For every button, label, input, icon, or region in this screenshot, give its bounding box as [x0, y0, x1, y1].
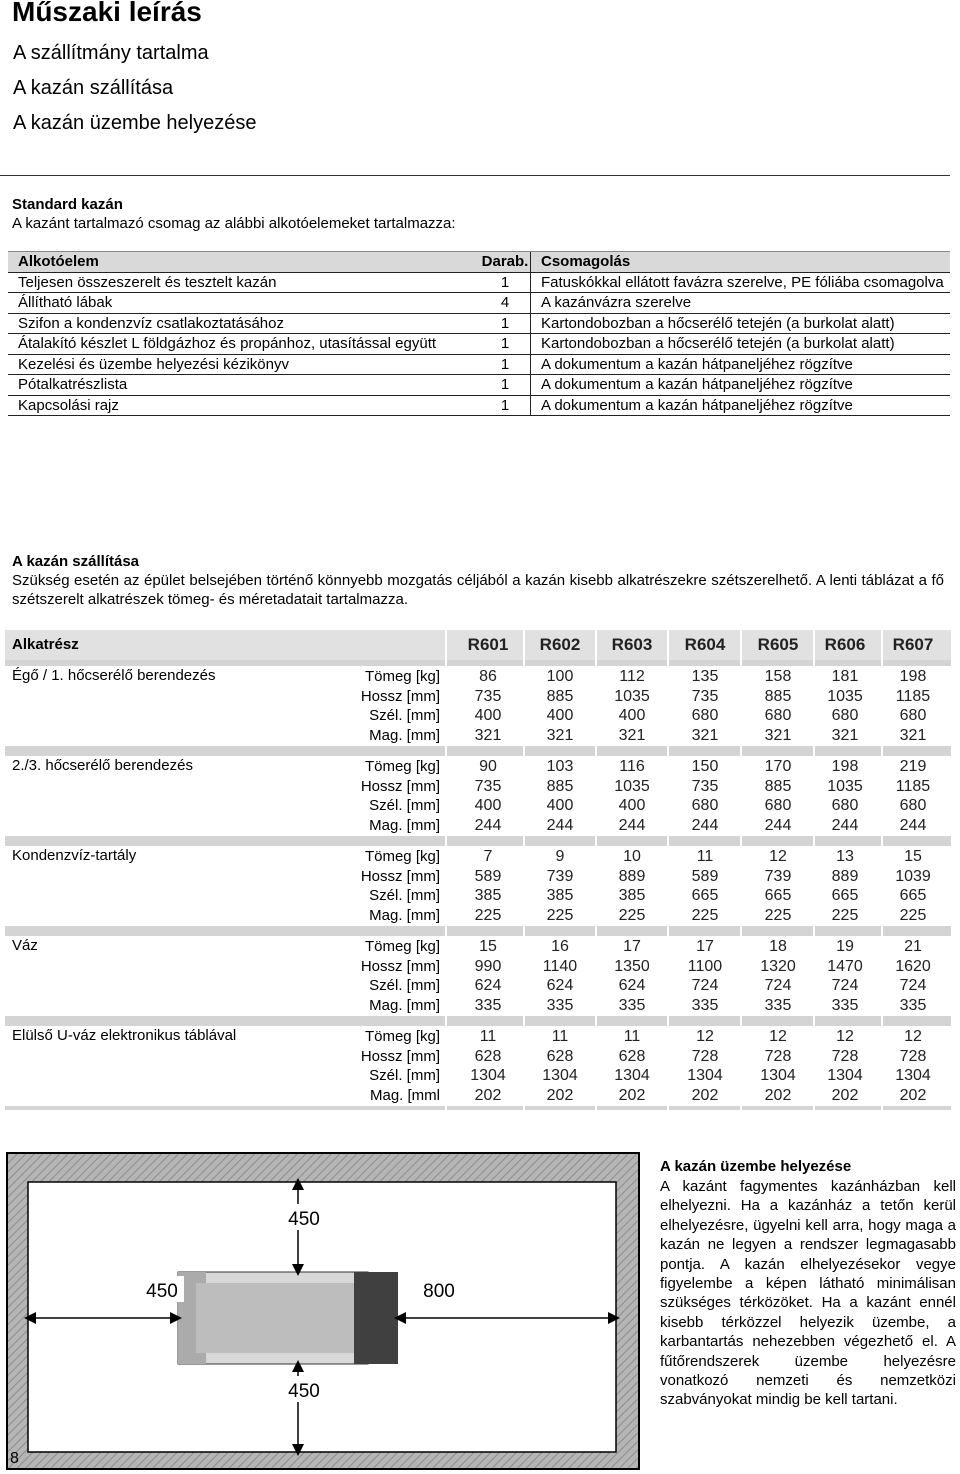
value-cell: 735 [691, 777, 719, 795]
measure-label: Mag. [mm] [369, 726, 440, 744]
dim-label-right: 800 [423, 1281, 455, 1302]
col-header-model: R607 [892, 635, 934, 654]
pack-cell: Kartondobozban a hőcserélő tetején (a burkolat alatt) [531, 313, 951, 334]
value-cell: 885 [764, 777, 792, 795]
column-separator [813, 630, 815, 1110]
value-cell: 244 [546, 816, 574, 834]
value-cell: 202 [474, 1086, 502, 1104]
value-cell: 335 [831, 996, 859, 1014]
value-cell: 628 [618, 1047, 646, 1065]
divider [0, 175, 950, 176]
toc-item: A szállítmány tartalma [13, 42, 209, 64]
part-name: Elülső U-váz elektronikus táblával [12, 1027, 237, 1044]
qty-cell: 1 [480, 375, 531, 396]
install-text: A kazánt fagymentes kazánházban kell elhelyezni. Ha a kazánház a tetőn kerül elhelyezésre, ügyelni kell arra, hogy maga a kazán ne legyen a rendszer legmagasabb pontja. A kazán elhelyezésekor vegye figyelembe a képen látható minimálisan szükséges térközöket. Ha a kazánt ennél kisebb térközzel helyezik üzembe, a karbantartás nehezebben végezhető el. A fűtőrendszerek üzembe helyezésre vonatkozó nemzeti és nemzetközi szabványokat mindig be kell tartani. [660, 1178, 956, 1409]
value-cell: 680 [831, 797, 859, 815]
value-cell: 1035 [614, 777, 650, 795]
value-cell: 100 [546, 668, 574, 685]
value-cell: 665 [899, 887, 927, 905]
value-cell: 202 [691, 1086, 719, 1104]
value-cell: 1304 [760, 1067, 796, 1085]
value-cell: 400 [618, 707, 646, 725]
value-cell: 1470 [827, 957, 863, 975]
value-cell: 321 [764, 726, 792, 744]
value-cell: 335 [899, 996, 927, 1014]
measure-label: Tömeg [kg] [364, 758, 440, 775]
value-cell: 335 [691, 996, 719, 1014]
value-cell: 321 [474, 726, 502, 744]
value-cell: 244 [764, 816, 792, 834]
value-cell: 202 [618, 1086, 646, 1104]
measure-label: Hossz [mm] [360, 687, 440, 705]
table-row [8, 395, 950, 416]
value-cell: 1100 [687, 957, 723, 975]
value-cell: 335 [618, 996, 646, 1014]
part-name: Váz [12, 937, 38, 954]
item-cell: Átalakító készlet L földgázhoz és propánhoz, utasítással együtt [8, 334, 480, 355]
value-cell: 628 [546, 1047, 574, 1065]
value-cell: 202 [899, 1086, 927, 1104]
measure-label: Tömeg [kg] [364, 668, 440, 685]
value-cell: 665 [764, 887, 792, 905]
value-cell: 728 [831, 1047, 859, 1065]
dim-label-top: 450 [288, 1209, 320, 1230]
col-header-model: R605 [757, 635, 799, 654]
value-cell: 202 [546, 1086, 574, 1104]
value-cell: 735 [474, 777, 502, 795]
value-cell: 198 [831, 758, 859, 775]
dim-label-bottom: 450 [288, 1381, 320, 1402]
value-cell: 680 [691, 707, 719, 725]
value-cell: 15 [479, 938, 497, 955]
qty-cell: 4 [480, 293, 531, 314]
col-header: Csomagolás [531, 252, 951, 273]
value-cell: 1304 [542, 1067, 578, 1085]
value-cell: 198 [899, 668, 927, 685]
value-cell: 385 [474, 887, 502, 905]
value-cell: 90 [479, 758, 497, 775]
col-header: Darab. [480, 252, 531, 273]
measure-label: Tömeg [kg] [364, 848, 440, 865]
value-cell: 885 [546, 687, 574, 705]
value-cell: 12 [836, 1028, 854, 1045]
value-cell: 335 [474, 996, 502, 1014]
clearance-diagram [6, 1152, 640, 1470]
install-title: A kazán üzembe helyezése [660, 1158, 852, 1175]
value-cell: 385 [546, 887, 574, 905]
table-header-row [8, 252, 950, 273]
value-cell: 1185 [895, 777, 931, 795]
value-cell: 225 [546, 906, 574, 924]
item-cell: Szifon a kondenzvíz csatlakoztatásához [8, 313, 480, 334]
value-cell: 150 [691, 758, 719, 775]
item-cell: Teljesen összeszerelt és tesztelt kazán [8, 272, 480, 293]
value-cell: 728 [691, 1047, 719, 1065]
table-row [8, 334, 950, 355]
measure-label: Mag. [mm] [369, 906, 440, 924]
value-cell: 1304 [614, 1067, 650, 1085]
value-cell: 724 [691, 977, 719, 995]
qty-cell: 1 [480, 272, 531, 293]
measure-label: Tömeg [kg] [364, 938, 440, 955]
measure-label: Szél. [mm] [369, 797, 440, 815]
pack-cell: A kazánvázra szerelve [531, 293, 951, 314]
value-cell: 225 [474, 906, 502, 924]
value-cell: 12 [769, 848, 787, 865]
item-cell: Állítható lábak [8, 293, 480, 314]
toc-item: A kazán üzembe helyezése [13, 112, 257, 134]
table-row [8, 272, 950, 293]
measure-label: Szél. [mm] [369, 977, 440, 995]
value-cell: 1304 [895, 1067, 931, 1085]
parts-group [5, 936, 951, 1016]
value-cell: 17 [696, 938, 714, 955]
value-cell: 321 [618, 726, 646, 744]
column-separator [881, 630, 883, 1110]
value-cell: 244 [691, 816, 719, 834]
value-cell: 170 [764, 758, 792, 775]
table-row [8, 375, 950, 396]
contents-table [8, 251, 950, 416]
table-row [8, 354, 950, 375]
value-cell: 335 [764, 996, 792, 1014]
value-cell: 225 [899, 906, 927, 924]
value-cell: 181 [831, 668, 859, 685]
pack-cell: A dokumentum a kazán hátpaneljéhez rögzítve [531, 395, 951, 416]
value-cell: 665 [831, 887, 859, 905]
value-cell: 135 [691, 668, 719, 685]
value-cell: 885 [764, 687, 792, 705]
value-cell: 624 [618, 977, 646, 995]
value-cell: 11 [479, 1028, 497, 1045]
value-cell: 11 [623, 1028, 641, 1045]
value-cell: 885 [546, 777, 574, 795]
column-separator [595, 630, 597, 1110]
value-cell: 728 [764, 1047, 792, 1065]
column-separator [667, 630, 669, 1110]
parts-table [5, 630, 951, 1110]
value-cell: 335 [546, 996, 574, 1014]
value-cell: 244 [831, 816, 859, 834]
value-cell: 21 [904, 938, 922, 955]
value-cell: 321 [691, 726, 719, 744]
qty-cell: 1 [480, 334, 531, 355]
value-cell: 739 [764, 867, 792, 885]
transport-text: Szükség esetén az épület belsejében történő könnyebb mozgatás céljából a kazán kisebb alkatrészekre szétszerelhető. A lenti táblázat a fő szétszerelt alkatrészek tömeg- és méretadatait tartalmazza. [12, 572, 944, 608]
value-cell: 13 [836, 848, 854, 865]
pack-cell: A dokumentum a kazán hátpaneljéhez rögzítve [531, 354, 951, 375]
value-cell: 12 [904, 1028, 922, 1045]
measure-label: Mag. [mm] [369, 996, 440, 1014]
standard-title: Standard kazán [12, 196, 123, 213]
measure-label: Hossz [mm] [360, 867, 440, 885]
item-cell: Kezelési és üzembe helyezési kézikönyv [8, 354, 480, 375]
value-cell: 1039 [895, 867, 931, 885]
value-cell: 9 [555, 848, 565, 865]
qty-cell: 1 [480, 313, 531, 334]
pack-cell: A dokumentum a kazán hátpaneljéhez rögzítve [531, 375, 951, 396]
parts-group [5, 666, 951, 746]
value-cell: 12 [769, 1028, 787, 1045]
value-cell: 1035 [827, 777, 863, 795]
value-cell: 739 [546, 867, 574, 885]
value-cell: 889 [831, 867, 859, 885]
col-header-part: Alkatrész [12, 636, 79, 653]
value-cell: 1304 [827, 1067, 863, 1085]
pack-cell: Kartondobozban a hőcserélő tetején (a burkolat alatt) [531, 334, 951, 355]
value-cell: 1140 [542, 957, 578, 975]
value-cell: 219 [899, 758, 927, 775]
measure-label: Hossz [mm] [360, 1047, 440, 1065]
value-cell: 680 [764, 797, 792, 815]
value-cell: 244 [474, 816, 502, 834]
column-separator [445, 630, 447, 1110]
value-cell: 400 [618, 797, 646, 815]
value-cell: 724 [899, 977, 927, 995]
transport-title: A kazán szállítása [12, 553, 140, 570]
value-cell: 680 [899, 797, 927, 815]
parts-group [5, 1026, 951, 1106]
value-cell: 400 [474, 797, 502, 815]
value-cell: 400 [474, 707, 502, 725]
value-cell: 589 [474, 867, 502, 885]
clearance-drawing [8, 1154, 638, 1468]
measure-label: Mag. [mm] [369, 816, 440, 834]
dim-label-left: 450 [146, 1281, 178, 1302]
value-cell: 724 [764, 977, 792, 995]
value-cell: 1035 [827, 687, 863, 705]
value-cell: 624 [474, 977, 502, 995]
value-cell: 225 [831, 906, 859, 924]
value-cell: 18 [769, 938, 787, 955]
value-cell: 1320 [760, 957, 796, 975]
col-header-model: R606 [824, 635, 866, 654]
value-cell: 103 [546, 758, 574, 775]
value-cell: 202 [831, 1086, 859, 1104]
item-cell: Pótalkatrészlista [8, 375, 480, 396]
measure-label: Szél. [mm] [369, 887, 440, 905]
value-cell: 321 [831, 726, 859, 744]
value-cell: 12 [696, 1028, 714, 1045]
col-header-model: R603 [611, 635, 653, 654]
value-cell: 735 [691, 687, 719, 705]
standard-intro: A kazánt tartalmazó csomag az alábbi alkotóelemeket tartalmazza: [12, 215, 456, 232]
parts-group [5, 756, 951, 836]
value-cell: 400 [546, 707, 574, 725]
value-cell: 680 [764, 707, 792, 725]
value-cell: 202 [764, 1086, 792, 1104]
value-cell: 11 [551, 1028, 569, 1045]
measure-label: Hossz [mm] [360, 957, 440, 975]
value-cell: 86 [479, 668, 497, 685]
value-cell: 11 [696, 848, 714, 865]
value-cell: 225 [691, 906, 719, 924]
page-title: Műszaki leírás [12, 0, 202, 27]
value-cell: 7 [483, 848, 493, 865]
table-row [8, 293, 950, 314]
page-number: 8 [10, 1450, 19, 1467]
value-cell: 728 [899, 1047, 927, 1065]
boiler-panel [196, 1283, 358, 1353]
col-header-model: R601 [467, 635, 509, 654]
measure-label: Mag. [mml [369, 1086, 440, 1104]
value-cell: 665 [691, 887, 719, 905]
value-cell: 244 [899, 816, 927, 834]
measure-label: Szél. [mm] [369, 707, 440, 725]
boiler-front [354, 1272, 398, 1364]
col-header-model: R602 [539, 635, 581, 654]
value-cell: 16 [551, 938, 569, 955]
value-cell: 889 [618, 867, 646, 885]
value-cell: 624 [546, 977, 574, 995]
column-separator [740, 630, 742, 1110]
value-cell: 321 [546, 726, 574, 744]
column-separator [523, 630, 525, 1110]
value-cell: 112 [619, 668, 645, 685]
value-cell: 589 [691, 867, 719, 885]
col-header: Alkotóelem [8, 252, 480, 273]
value-cell: 15 [904, 848, 922, 865]
value-cell: 1350 [614, 957, 650, 975]
value-cell: 19 [836, 938, 854, 955]
parts-group [5, 846, 951, 926]
value-cell: 680 [691, 797, 719, 815]
value-cell: 17 [623, 938, 641, 955]
value-cell: 116 [619, 758, 645, 775]
value-cell: 244 [618, 816, 646, 834]
toc-item: A kazán szállítása [13, 77, 174, 99]
part-name: Égő / 1. hőcserélő berendezés [12, 667, 216, 684]
value-cell: 400 [546, 797, 574, 815]
value-cell: 158 [764, 668, 792, 685]
measure-label: Tömeg [kg] [364, 1028, 440, 1045]
value-cell: 225 [618, 906, 646, 924]
measure-label: Hossz [mm] [360, 777, 440, 795]
value-cell: 225 [764, 906, 792, 924]
value-cell: 724 [831, 977, 859, 995]
value-cell: 990 [474, 957, 502, 975]
value-cell: 1035 [614, 687, 650, 705]
table-row [8, 313, 950, 334]
qty-cell: 1 [480, 395, 531, 416]
measure-label: Szél. [mm] [369, 1067, 440, 1085]
col-header-model: R604 [684, 635, 726, 654]
value-cell: 680 [899, 707, 927, 725]
value-cell: 10 [623, 848, 641, 865]
value-cell: 680 [831, 707, 859, 725]
value-cell: 1304 [687, 1067, 723, 1085]
pack-cell: Fatuskókkal ellátott favázra szerelve, PE fóliába csomagolva [531, 272, 951, 293]
part-name: 2./3. hőcserélő berendezés [12, 757, 193, 774]
value-cell: 735 [474, 687, 502, 705]
value-cell: 385 [618, 887, 646, 905]
value-cell: 1185 [895, 687, 931, 705]
part-name: Kondenzvíz-tartály [12, 847, 137, 864]
qty-cell: 1 [480, 354, 531, 375]
value-cell: 321 [899, 726, 927, 744]
value-cell: 628 [474, 1047, 502, 1065]
value-cell: 1304 [470, 1067, 506, 1085]
value-cell: 1620 [895, 957, 931, 975]
item-cell: Kapcsolási rajz [8, 395, 480, 416]
